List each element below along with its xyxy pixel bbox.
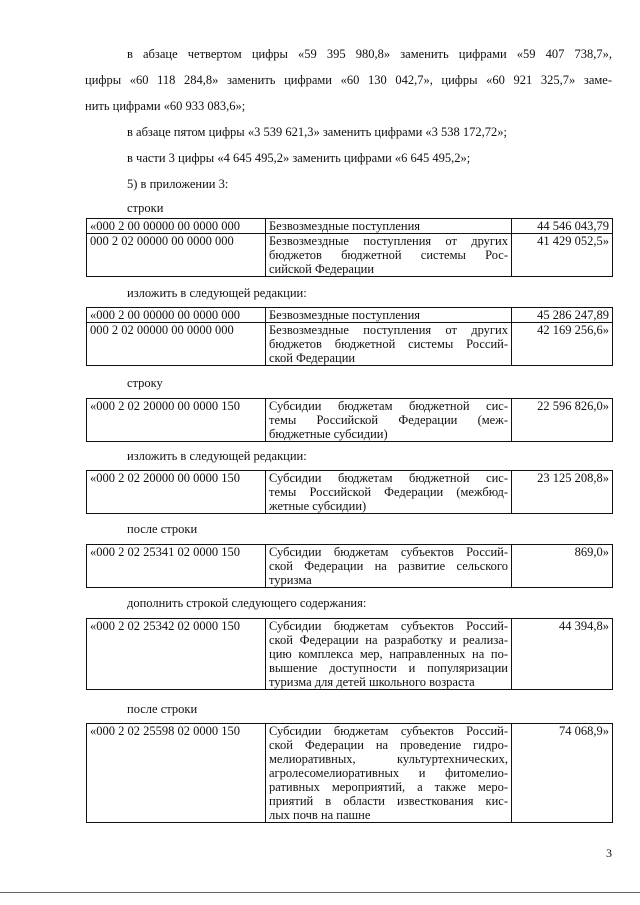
value-cell: 22 596 826,0»	[512, 399, 613, 442]
description-line: сийской Федерации	[269, 262, 375, 276]
code-cell: «000 2 02 20000 00 0000 150	[87, 471, 266, 514]
value-cell: 44 546 043,79	[512, 219, 613, 234]
description-line: вышение доступности и популяризации	[269, 661, 508, 675]
description-line: ской Федерации на развитие сельского	[269, 559, 508, 573]
label-row: строку	[127, 376, 163, 390]
description-line: Субсидии бюджетам бюджетной сис-	[269, 399, 508, 413]
description-cell	[266, 308, 512, 323]
table-row	[87, 471, 613, 514]
description-line: Субсидии бюджетам субъектов Россий-	[269, 545, 508, 559]
code-cell: «000 2 02 20000 00 0000 150	[87, 399, 266, 442]
description-line: Субсидии бюджетам бюджетной сис-	[269, 471, 508, 485]
description-line: лых почв на пашне	[269, 808, 371, 822]
table-original-row-subsidies	[86, 398, 613, 442]
description-line: бюджетов бюджетной системы Россий-	[269, 337, 508, 351]
description-cell	[266, 619, 512, 690]
value-cell: 869,0»	[512, 545, 613, 588]
paragraph-3: в части 3 цифры «4 645 495,2» заменить цифрами «6 645 495,2»;	[127, 151, 471, 165]
code-cell: «000 2 02 25342 02 0000 150	[87, 619, 266, 690]
description-line: бюджетные субсидии)	[269, 427, 388, 441]
table-row	[87, 545, 613, 588]
table-row	[87, 308, 613, 323]
table-reference-row-land-reclamation	[86, 723, 613, 823]
description-line: темы Российской Федерации (межбюд-	[269, 485, 508, 499]
label-restate-2: изложить в следующей редакции:	[127, 449, 307, 463]
label-restate-1: изложить в следующей редакции:	[127, 286, 307, 300]
paragraph-1-line-3: нить цифрами «60 933 083,6»;	[85, 99, 246, 113]
paragraph-1-line-2: цифры «60 118 284,8» заменить цифрами «60 130 042,7», цифры «60 921 325,7» заме-	[85, 73, 612, 87]
table-new-row-subsidies	[86, 470, 613, 514]
description-cell	[266, 219, 512, 234]
description-line: Безвозмездные поступления от других	[269, 234, 508, 248]
table-reference-row-tourism	[86, 544, 613, 588]
table-added-row-children-tourism	[86, 618, 613, 690]
code-cell: 000 2 02 00000 00 0000 000	[87, 234, 266, 277]
value-cell: 45 286 247,89	[512, 308, 613, 323]
table-row	[87, 323, 613, 366]
description-line: агролесомелиоративных и фитомелио-	[269, 766, 508, 780]
table-original-rows	[86, 218, 613, 277]
description-line: Безвозмездные поступления	[269, 308, 421, 322]
description-cell	[266, 471, 512, 514]
description-line: бюджетов бюджетной системы Рос-	[269, 248, 508, 262]
label-rows: строки	[127, 201, 164, 215]
description-line: ской Федерации	[269, 351, 356, 365]
description-line: ративных мероприятий, а также меро-	[269, 780, 508, 794]
description-line: ской Федерации на разработку и реализа-	[269, 633, 508, 647]
table-row	[87, 219, 613, 234]
description-cell	[266, 545, 512, 588]
description-line: Безвозмездные поступления от других	[269, 323, 508, 337]
description-line: приятий в области известкования кис-	[269, 794, 508, 808]
description-cell	[266, 724, 512, 823]
table-row	[87, 399, 613, 442]
table-row	[87, 619, 613, 690]
description-line: мелиоративных, культуртехнических,	[269, 752, 508, 766]
description-line: Безвозмездные поступления	[269, 219, 421, 233]
code-cell: «000 2 00 00000 00 0000 000	[87, 219, 266, 234]
value-cell: 42 169 256,6»	[512, 323, 613, 366]
value-cell: 74 068,9»	[512, 724, 613, 823]
value-cell: 23 125 208,8»	[512, 471, 613, 514]
code-cell: «000 2 00 00000 00 0000 000	[87, 308, 266, 323]
description-line: Субсидии бюджетам субъектов Россий-	[269, 619, 508, 633]
description-line: туризма для детей школьного возраста	[269, 675, 475, 689]
label-after-2: после строки	[127, 702, 198, 716]
label-add: дополнить строкой следующего содержания:	[127, 596, 367, 610]
bottom-rule	[0, 892, 640, 893]
value-cell: 41 429 052,5»	[512, 234, 613, 277]
value-cell: 44 394,8»	[512, 619, 613, 690]
description-cell	[266, 399, 512, 442]
code-cell: «000 2 02 25341 02 0000 150	[87, 545, 266, 588]
description-cell	[266, 323, 512, 366]
paragraph-2: в абзаце пятом цифры «3 539 621,3» заменить цифрами «3 538 172,72»;	[127, 125, 508, 139]
code-cell: «000 2 02 25598 02 0000 150	[87, 724, 266, 823]
description-cell	[266, 234, 512, 277]
label-after-1: после строки	[127, 522, 198, 536]
description-line: ской Федерации на проведение гидро-	[269, 738, 508, 752]
description-line: Субсидии бюджетам субъектов Россий-	[269, 724, 508, 738]
code-cell: 000 2 02 00000 00 0000 000	[87, 323, 266, 366]
description-line: жетные субсидии)	[269, 499, 367, 513]
description-line: туризма	[269, 573, 312, 587]
table-row	[87, 234, 613, 277]
table-new-rows	[86, 307, 613, 366]
paragraph-4: 5) в приложении 3:	[127, 177, 229, 191]
table-row	[87, 724, 613, 823]
description-line: темы Российской Федерации (меж-	[269, 413, 508, 427]
description-line: цию комплекса мер, направленных на по-	[269, 647, 508, 661]
page-number: 3	[606, 846, 612, 860]
paragraph-1-line-1: в абзаце четвертом цифры «59 395 980,8» заменить цифрами «59 407 738,7»,	[127, 47, 612, 61]
